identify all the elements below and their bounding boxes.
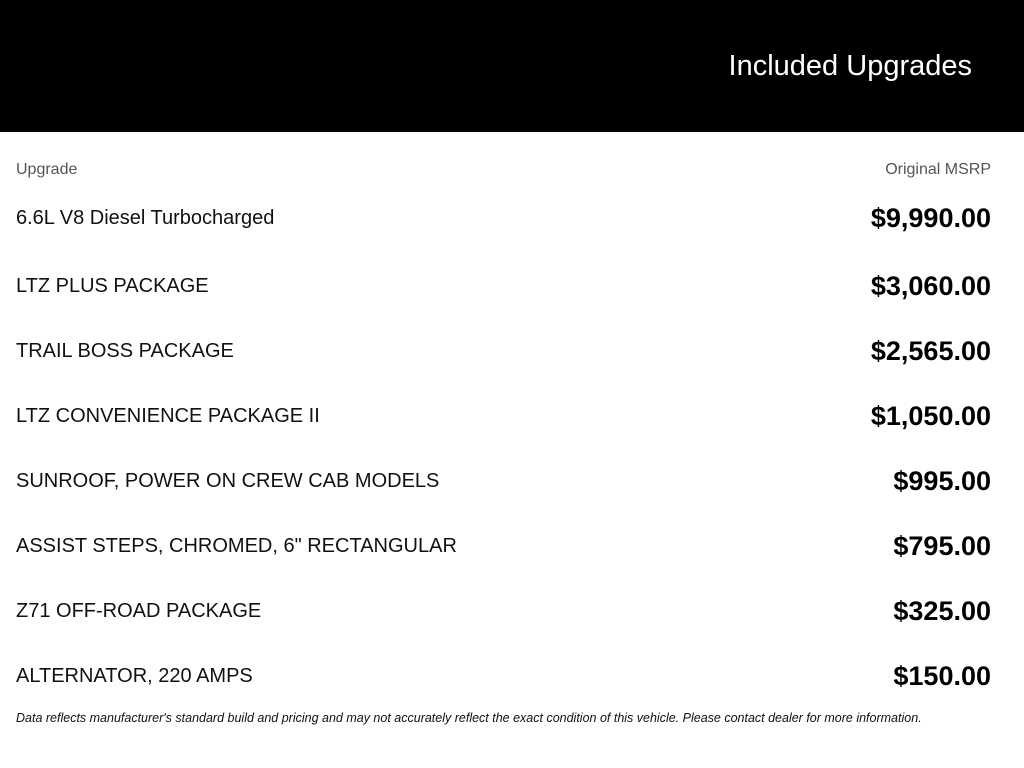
table-row <box>16 579 991 644</box>
header-banner <box>0 0 1024 132</box>
upgrade-price: $2,565.00 <box>870 336 991 366</box>
upgrades-table <box>16 158 991 709</box>
table-row <box>16 514 991 579</box>
upgrade-name: SUNROOF, POWER ON CREW CAB MODELS <box>16 470 440 492</box>
upgrade-price: $9,990.00 <box>870 202 991 233</box>
upgrade-name: ALTERNATOR, 220 AMPS <box>16 665 253 687</box>
page-title: Included Upgrades <box>728 50 972 82</box>
upgrade-name: Z71 OFF-ROAD PACKAGE <box>16 600 262 622</box>
upgrade-price: $150.00 <box>893 661 991 691</box>
upgrade-name: TRAIL BOSS PACKAGE <box>16 340 234 362</box>
table-row <box>16 254 991 319</box>
upgrade-price: $325.00 <box>893 596 991 626</box>
upgrade-price: $995.00 <box>893 466 991 496</box>
table-row <box>16 644 991 709</box>
column-header-upgrade: Upgrade <box>16 161 78 178</box>
upgrade-price: $3,060.00 <box>870 271 991 301</box>
upgrade-name: LTZ CONVENIENCE PACKAGE II <box>16 405 320 427</box>
upgrade-price: $795.00 <box>893 531 991 561</box>
table-row <box>16 384 991 449</box>
table-row <box>16 182 991 254</box>
table-row <box>16 319 991 384</box>
upgrade-price: $1,050.00 <box>870 401 991 431</box>
disclaimer-footnote: Data reflects manufacturer's standard build and pricing and may not accurately reflect the exact condition of this vehicle. Please contact dealer for more information. <box>16 711 922 725</box>
column-header-msrp: Original MSRP <box>885 161 991 178</box>
upgrade-name: LTZ PLUS PACKAGE <box>16 275 209 297</box>
upgrade-name: 6.6L V8 Diesel Turbocharged <box>16 206 275 229</box>
table-row <box>16 449 991 514</box>
table-header-row <box>16 158 991 182</box>
upgrade-name: ASSIST STEPS, CHROMED, 6" RECTANGULAR <box>16 535 457 557</box>
